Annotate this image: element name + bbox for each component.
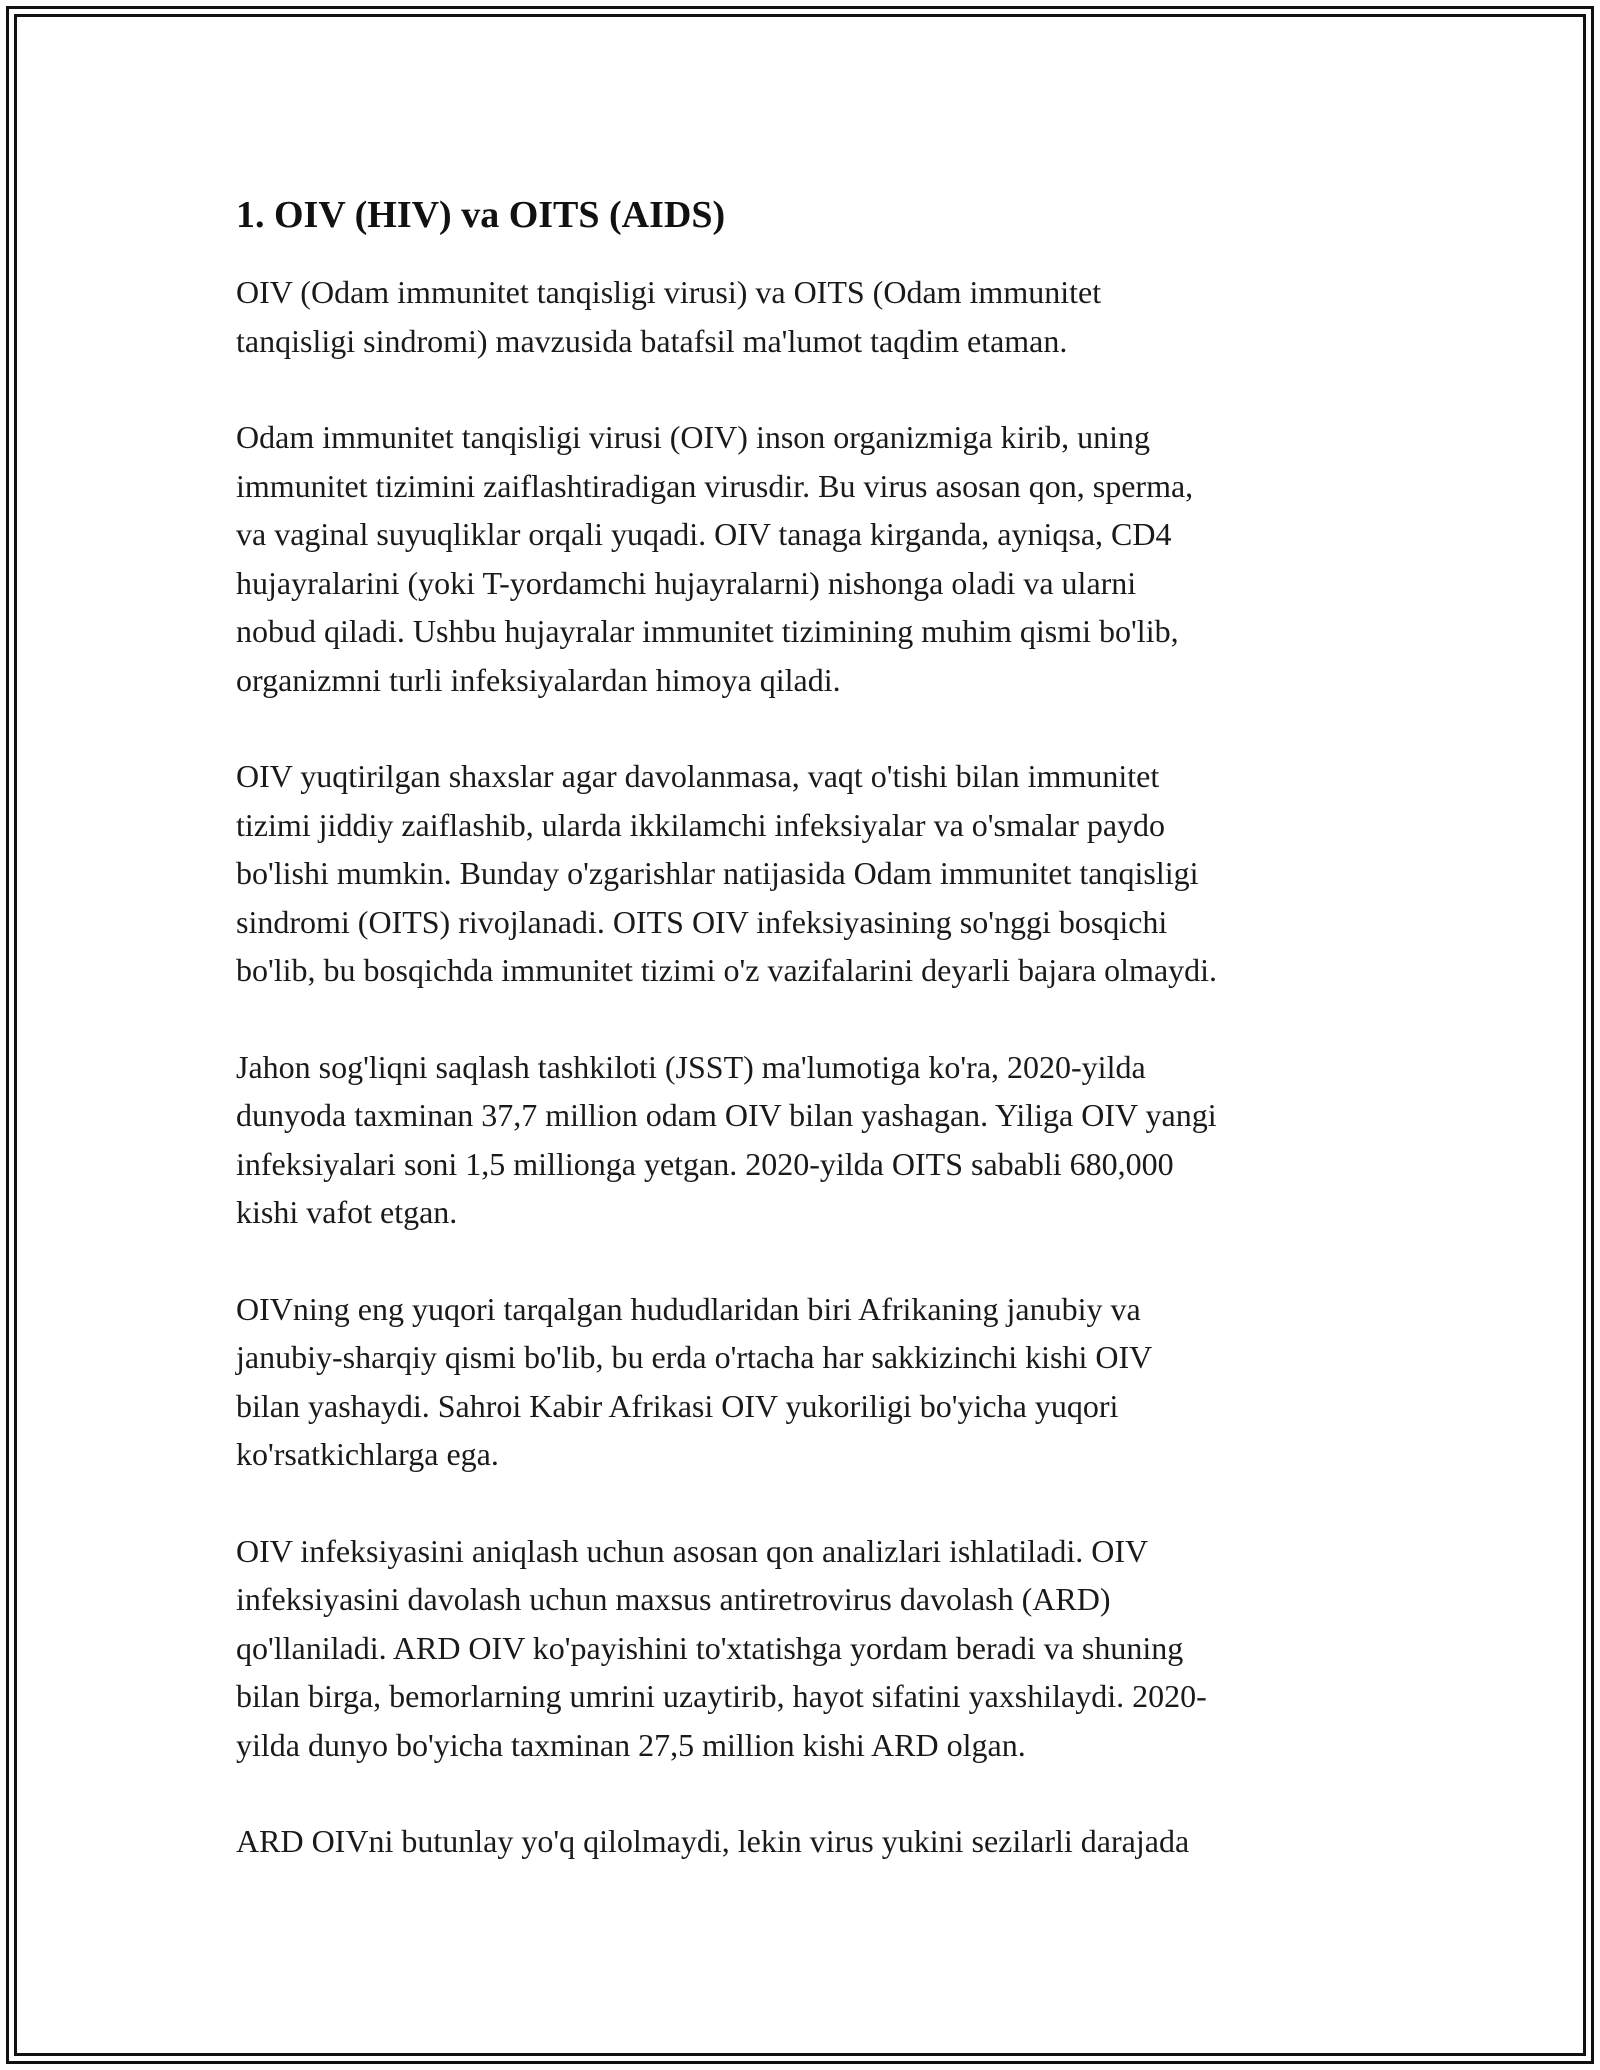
paragraph-line: OIVning eng yuqori tarqalgan hududlaridan biri Afrikaning janubiy va bbox=[236, 1290, 1141, 1327]
paragraph-line: OIV (Odam immunitet tanqisligi virusi) va OITS (Odam immunitet bbox=[236, 274, 1102, 310]
paragraph bbox=[236, 1285, 1386, 1479]
paragraph-line: ko'rsatkichlarga ega. bbox=[236, 1436, 499, 1472]
paragraph bbox=[236, 413, 1386, 704]
paragraph bbox=[236, 1043, 1386, 1237]
paragraph-line: infeksiyalari soni 1,5 millionga yetgan. 2020-yilda OITS sababli 680,000 bbox=[236, 1145, 1174, 1182]
paragraph-line: tanqisligi sindromi) mavzusida batafsil ma'lumot taqdim etaman. bbox=[236, 322, 1068, 359]
paragraph-line: bilan birga, bemorlarning umrini uzaytirib, hayot sifatini yaxshilaydi. 2020- bbox=[236, 1678, 1207, 1714]
paragraph-line: bilan yashaydi. Sahroi Kabir Afrikasi OIV yukoriligi bo'yicha yuqori bbox=[236, 1387, 1119, 1424]
paragraph-line: nobud qiladi. Ushbu hujayralar immunitet tizimining muhim qismi bo'lib, bbox=[236, 613, 1179, 649]
paragraph bbox=[236, 1817, 1386, 1866]
paragraph-line: infeksiyasini davolash uchun maxsus antiretrovirus davolash (ARD) bbox=[236, 1581, 1111, 1617]
paragraph bbox=[236, 752, 1386, 995]
paragraphs-container bbox=[236, 268, 1386, 1866]
paragraph-line: kishi vafot etgan. bbox=[236, 1194, 458, 1230]
paragraph-line: bo'lishi mumkin. Bunday o'zgarishlar natijasida Odam immunitet tanqisligi bbox=[236, 855, 1199, 891]
paragraph bbox=[236, 268, 1386, 365]
paragraph-line: OIV yuqtirilgan shaxslar agar davolanmasa, vaqt o'tishi bilan immunitet bbox=[236, 758, 1160, 794]
paragraph-line: ARD OIVni butunlay yo'q qilolmaydi, lekin virus yukini sezilarli darajada bbox=[236, 1823, 1190, 1859]
paragraph-line: Jahon sog'liqni saqlash tashkiloti (JSST) ma'lumotiga ko'ra, 2020-yilda bbox=[236, 1048, 1146, 1085]
paragraph-line: va vaginal suyuqliklar orqali yuqadi. OIV tanaga kirganda, ayniqsa, CD4 bbox=[236, 516, 1172, 552]
paragraph-line: organizmni turli infeksiyalardan himoya qiladi. bbox=[236, 661, 841, 698]
paragraph-line: Odam immunitet tanqisligi virusi (OIV) inson organizmiga kirib, uning bbox=[236, 419, 1150, 455]
paragraph-line: tizimi jiddiy zaiflashib, ularda ikkilamchi infeksiyalar va o'smalar paydo bbox=[236, 806, 1166, 843]
paragraph-line: dunyoda taxminan 37,7 million odam OIV bilan yashagan. Yiliga OIV yangi bbox=[236, 1097, 1217, 1133]
paragraph-line: hujayralarini (yoki T-yordamchi hujayralarni) nishonga oladi va ularni bbox=[236, 564, 1137, 601]
document-title: 1. OIV (HIV) va OITS (AIDS) bbox=[236, 194, 726, 236]
paragraph-line: janubiy-sharqiy qismi bo'lib, bu erda o'rtacha har sakkizinchi kishi OIV bbox=[236, 1339, 1153, 1375]
paragraph-line: OIV infeksiyasini aniqlash uchun asosan qon analizlari ishlatiladi. OIV bbox=[236, 1532, 1149, 1569]
paragraph-line: sindromi (OITS) rivojlanadi. OITS OIV infeksiyasining so'nggi bosqichi bbox=[236, 903, 1168, 940]
paragraph-line: immunitet tizimini zaiflashtiradigan virusdir. Bu virus asosan qon, sperma, bbox=[236, 467, 1194, 504]
paragraph-line: bo'lib, bu bosqichda immunitet tizimi o'z vazifalarini deyarli bajara olmaydi. bbox=[236, 952, 1218, 988]
paragraph-line: qo'llaniladi. ARD OIV ko'payishini to'xtatishga yordam beradi va shuning bbox=[236, 1629, 1184, 1666]
document-content bbox=[236, 188, 1386, 1866]
paragraph-line: yilda dunyo bo'yicha taxminan 27,5 million kishi ARD olgan. bbox=[236, 1726, 1026, 1763]
paragraph bbox=[236, 1527, 1386, 1770]
